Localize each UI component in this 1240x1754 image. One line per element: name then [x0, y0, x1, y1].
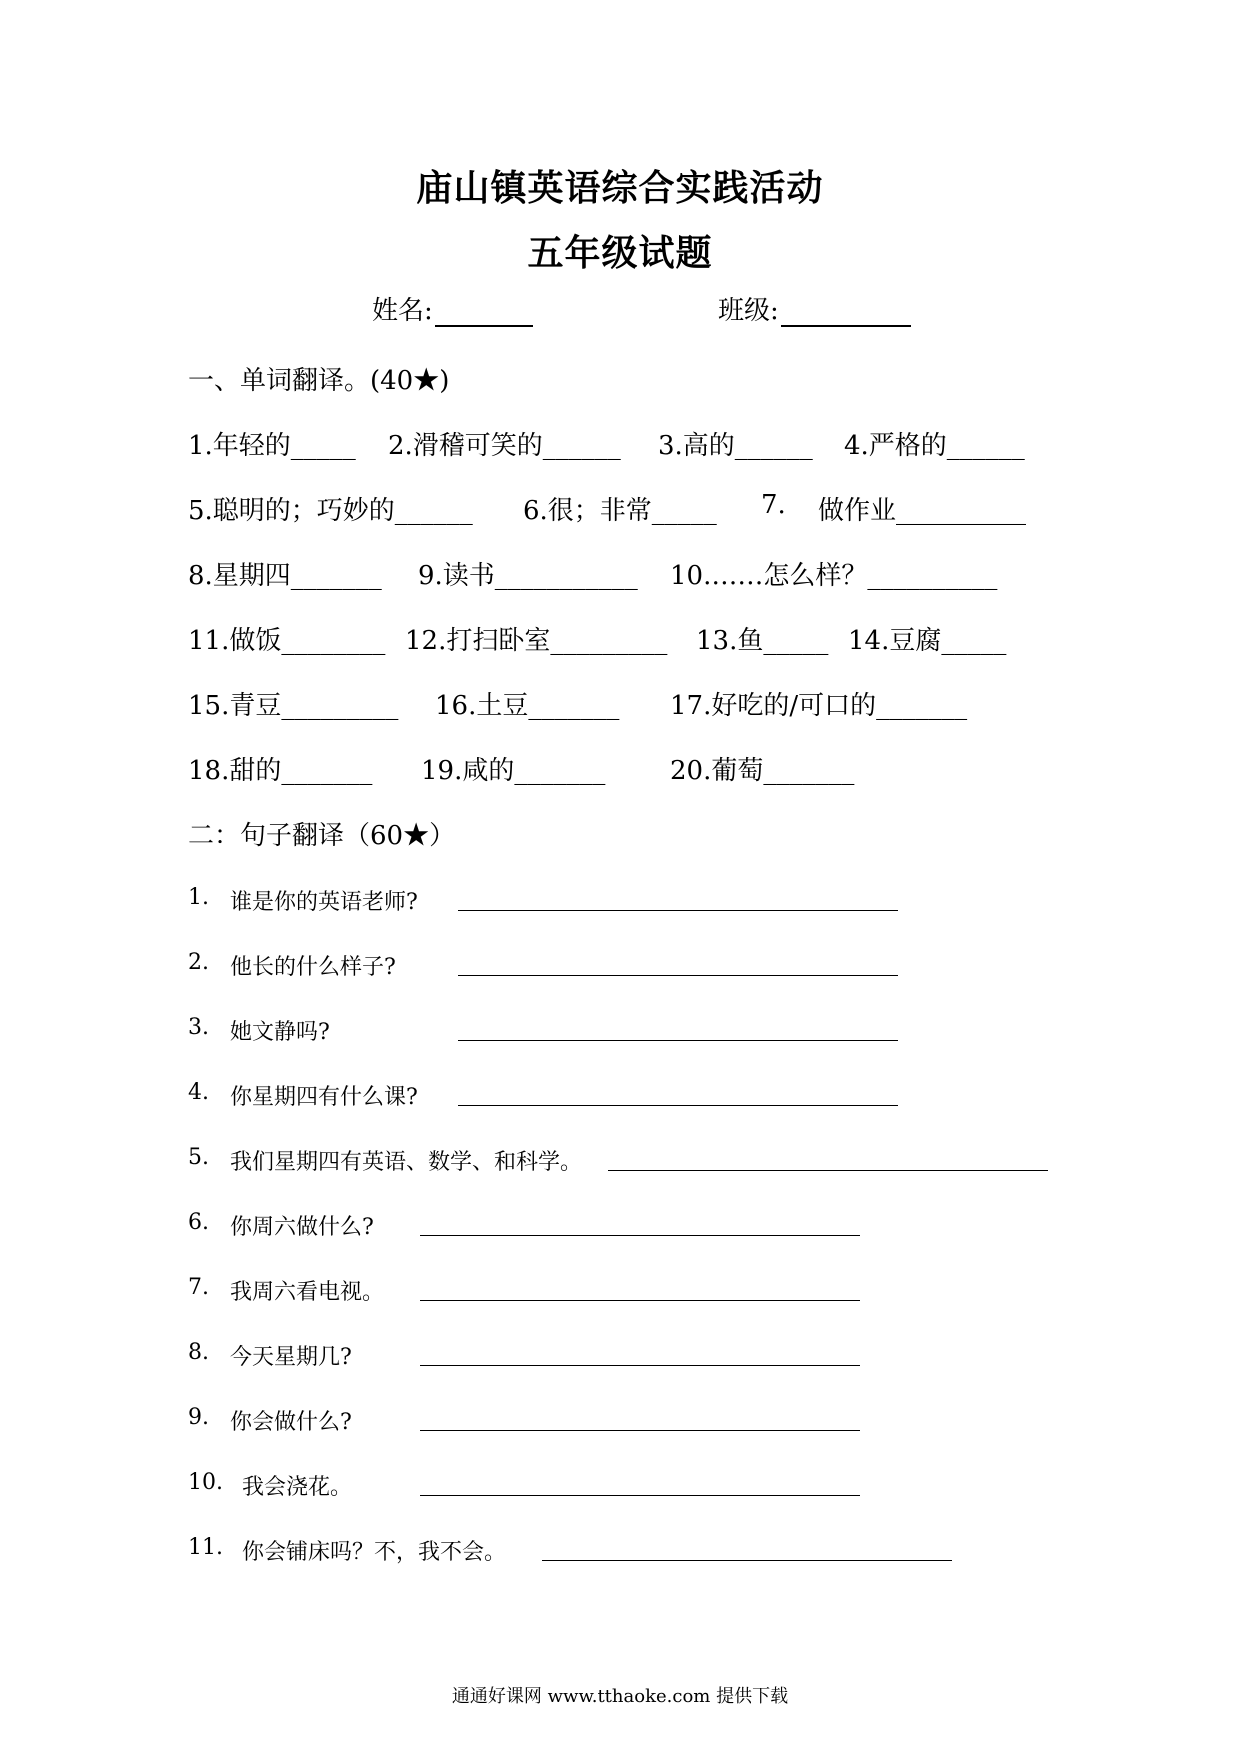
item-number: 6. — [188, 1210, 209, 1235]
answer-line[interactable] — [420, 1494, 860, 1496]
word-item: 1.年轻的_____ — [188, 431, 356, 461]
answer-line[interactable] — [608, 1169, 1048, 1171]
answer-line[interactable] — [420, 1364, 860, 1366]
section-heading-1: 一、单词翻译。(40★) — [188, 366, 450, 396]
item-text: 你会铺床吗？不，我不会。 — [242, 1540, 507, 1565]
class-label: 班级: — [718, 296, 779, 326]
word-item: 15.青豆_________ — [188, 691, 399, 721]
word-item: 16.土豆_______ — [435, 691, 620, 721]
item-text: 你会做什么? — [230, 1410, 352, 1435]
class-blank[interactable] — [781, 299, 911, 327]
name-blank[interactable] — [435, 299, 533, 327]
item-text: 你周六做什么? — [230, 1215, 374, 1240]
item-text: 我会浇花。 — [242, 1475, 353, 1500]
item-text: 谁是你的英语老师? — [230, 890, 418, 915]
word-item: 5.聪明的；巧妙的______ — [188, 496, 473, 526]
word-item: 18.甜的_______ — [188, 756, 373, 786]
item-number: 2. — [188, 950, 209, 975]
word-item: 4.严格的______ — [844, 431, 1025, 461]
name-label: 姓名: — [372, 296, 433, 326]
word-item: 17.好吃的/可口的_______ — [670, 691, 968, 721]
word-item: 13.鱼_____ — [696, 626, 829, 656]
item-number: 9. — [188, 1405, 209, 1430]
page-title: 庙山镇英语综合实践活动 — [416, 167, 824, 209]
answer-line[interactable] — [458, 1039, 898, 1041]
answer-line[interactable] — [542, 1559, 952, 1561]
footer-text: 通通好课网 www.tthaoke.com 提供下载 — [451, 1686, 789, 1707]
item-number: 1. — [188, 885, 209, 910]
item-number: 4. — [188, 1080, 209, 1105]
page-subtitle: 五年级试题 — [527, 232, 713, 274]
item-text: 你星期四有什么课? — [230, 1085, 418, 1110]
answer-line[interactable] — [420, 1234, 860, 1236]
word-item: 12.打扫卧室_________ — [405, 626, 668, 656]
word-item: 9.读书___________ — [418, 561, 638, 591]
word-item: 做作业__________ — [818, 496, 1027, 526]
item-text: 我们星期四有英语、数学、和科学。 — [230, 1150, 583, 1175]
name-field — [372, 290, 533, 327]
answer-line[interactable] — [420, 1429, 860, 1431]
item-number: 10. — [188, 1470, 223, 1495]
item-number: 8. — [188, 1340, 209, 1365]
answer-line[interactable] — [420, 1299, 860, 1301]
answer-line[interactable] — [458, 974, 898, 976]
word-item: 8.星期四_______ — [188, 561, 382, 591]
word-item: 6.很；非常_____ — [523, 496, 717, 526]
word-item: 20.葡萄_______ — [670, 756, 855, 786]
word-item: 14.豆腐_____ — [848, 626, 1007, 656]
item-text: 她文静吗? — [230, 1020, 330, 1045]
word-item: 10.……怎么样？__________ — [670, 561, 998, 591]
item-text: 今天星期几? — [230, 1345, 352, 1370]
word-item: 19.咸的_______ — [421, 756, 606, 786]
section-heading-2: 二：句子翻译（60★） — [188, 821, 456, 851]
answer-line[interactable] — [458, 909, 898, 911]
item-text: 他长的什么样子? — [230, 955, 396, 980]
word-item: 2.滑稽可笑的______ — [388, 431, 621, 461]
word-item: 11.做饭________ — [188, 626, 386, 656]
item-number: 3. — [188, 1015, 209, 1040]
class-field — [718, 290, 911, 327]
word-item: 7. — [761, 490, 786, 520]
item-number: 11. — [188, 1535, 223, 1560]
answer-line[interactable] — [458, 1104, 898, 1106]
word-item: 3.高的______ — [658, 431, 813, 461]
item-number: 5. — [188, 1145, 209, 1170]
item-text: 我周六看电视。 — [230, 1280, 385, 1305]
item-number: 7. — [188, 1275, 209, 1300]
